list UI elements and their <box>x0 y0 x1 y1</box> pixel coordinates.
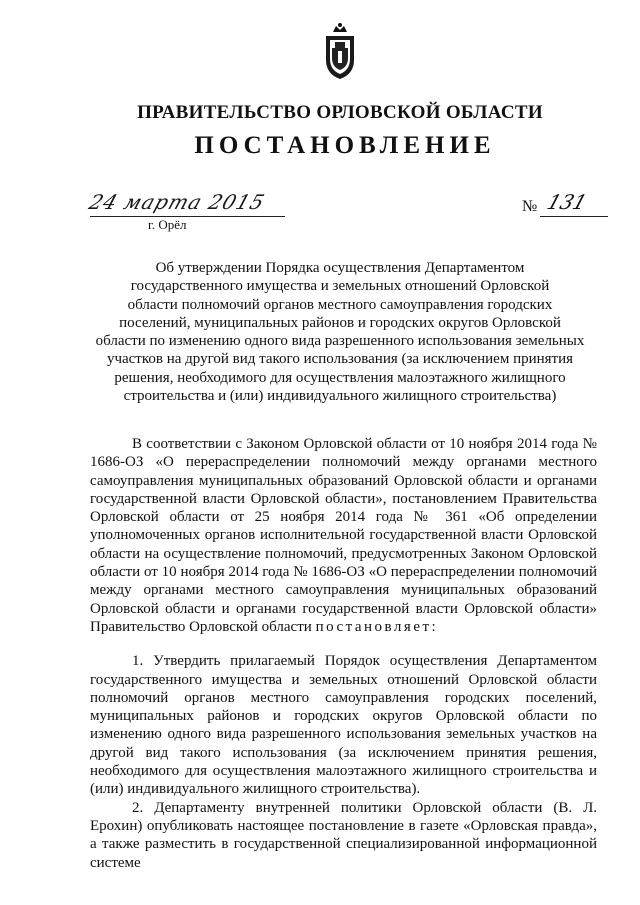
document-number: 131 <box>544 190 591 214</box>
preamble-text: В соответствии с Законом Орловской области от 10 ноября 2014 года № 1686-ОЗ «О перераспределении полномочий между органами местного самоуправления муниципальных образований Орловской области и органами государственной власти Орловской области», постановлением Правительства Орловской области от 25 ноября 2014 года № 361 «Об определении уполномоченных органов исполнительной государственной власти Орловской области на осуществление полномочий, предусмотренных Законом Орловской области от 10 ноября 2014 года № 1686-ОЗ «О перераспределении полномочий между органами местного самоуправления муниципальных образований Орловской области и органами государственной власти Орловской области» Правительство Орловской области <box>90 436 597 635</box>
document-body <box>90 435 597 872</box>
organization-title: ПРАВИТЕЛЬСТВО ОРЛОВСКОЙ ОБЛАСТИ <box>137 102 543 123</box>
document-type-title: ПОСТАНОВЛЕНИЕ <box>194 132 496 159</box>
document-subject <box>95 259 585 405</box>
subject-line: государственного имущества и земельных отношений Орловской <box>130 278 550 295</box>
coat-of-arms-icon <box>323 22 357 80</box>
date-underline <box>90 216 285 217</box>
number-label: № <box>522 198 538 215</box>
subject-line: участков на другой вид такого использования (за исключением принятия <box>106 351 574 368</box>
subject-line: строительства и (или) индивидуального жилищного строительства) <box>123 388 557 405</box>
item-1-paragraph: 1. Утвердить прилагаемый Порядок осуществления Департаментом государственного имущества и земельных отношений Орловской области полномочий органов местного самоуправления городских поселений, муниципальных районов и городских округов Орловской области по изменению одного вида разрешенного использования земельных участков на другой вид такого использования (за исключением принятия решения, необходимого для осуществления малоэтажного жилищного строительства и (или) индивидуального жилищного строительства). <box>90 653 597 798</box>
decree-word: постановляет: <box>315 618 439 635</box>
subject-line: решения, необходимого для осуществления малоэтажного жилищного <box>114 369 566 386</box>
item-2-paragraph: 2. Департаменту внутренней политики Орловской области (В. Л. Ерохин) опубликовать настоящее постановление в газете «Орловская правда», а также разместить в государственной специализированной информационной системе <box>90 799 597 871</box>
subject-line: области полномочий органов местного самоуправления городских <box>127 296 553 313</box>
subject-line: области по изменению одного вида разрешенного использования земельных <box>95 333 585 350</box>
city-label: г. Орёл <box>148 217 187 232</box>
number-underline <box>540 216 608 217</box>
preamble-paragraph <box>90 435 597 636</box>
document-date: 24 марта 2015 <box>86 190 269 214</box>
subject-line: поселений, муниципальных районов и городских округов Орловской <box>119 314 561 331</box>
subject-line: Об утверждении Порядка осуществления Департаментом <box>155 260 525 276</box>
